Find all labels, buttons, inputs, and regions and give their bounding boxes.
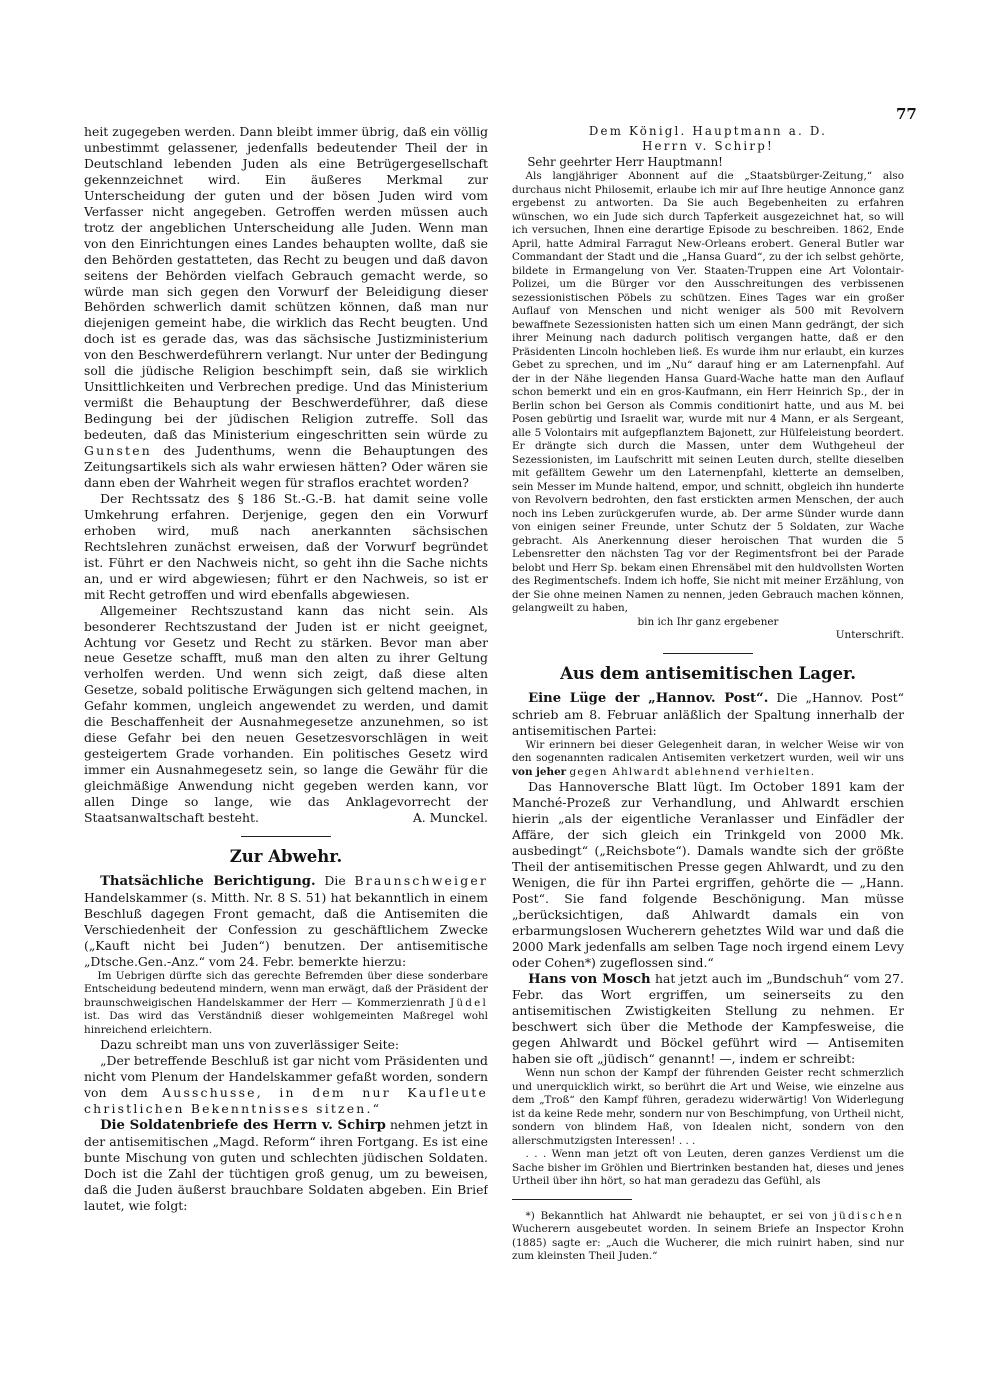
letter-closing: bin ich Ihr ganz ergebener: [637, 615, 779, 628]
paragraph: Die Soldatenbriefe des Herrn v. Schirp nehmen jetzt in der antisemitischen „Magd. Reform“ ihren Fortgang. Es ist eine bunte Mischung von guten und schlechten jüdischen Soldaten. Doch ist die Zahl der tüchtigen groß genug, um zu beweisen, daß die Juden äußerst brauchbare Soldaten abgeben. Ein Brief lautet, wie folgt:: [84, 1116, 488, 1213]
paragraph: Eine Lüge der „Hannov. Post“. Die „Hannov. Post“ schrieb am 8. Februar anläßlich der Spaltung innerhalb der antisemitischen Partei:: [512, 689, 904, 738]
quote: Wir erinnern bei dieser Gelegenheit daran, in welcher Weise wir von den sogenannten radicalen Antisemiten verketzert wurden, weil wir uns von jeher gegen Ahlwardt ablehnend verhielten.: [512, 738, 904, 778]
paragraph: Allgemeiner Rechtszustand kann das nicht sein. Als besonderer Rechtszustand der Juden ist er nicht geeignet, Achtung vor Gesetz und Recht zu stärken. Bevor man aber neue Gesetze schafft, muß man den alten zu ihrer Geltung verholfen werden. Und wenn sich zeigt, daß diese alten Gesetze, sobald politische Erwägungen sich geltend machen, in Gefahr kommen, ungleich angewendet zu werden, und damit die Beschaffenheit der Ausnahmegesetze anzunehmen, so ist diese Gefahr bei den neuen Gesetzesvorschlägen in weit gesteigertem Grade vorhanden. Ein politisches Gesetz wird immer ein Ausnahmegesetz sein, so lange die Gewähr für die gleichmäßige Anwendung nicht gegeben werden kann, vor allen Dinge so lange, wie das Anklagevorrecht der Staatsanwaltschaft besteht. A. Munckel.: [84, 602, 488, 825]
section-title: Aus dem antisemitischen Lager.: [560, 663, 856, 683]
author-signature: A. Munckel.: [412, 809, 488, 825]
paragraph: Thatsächliche Berichtigung. Die Braunschweiger Handelskammer (s. Mitth. Nr. 8 S. 51) hat bekanntlich in einem Beschluß dagegen Front gemacht, daß die Antisemiten die Verschiedenheit der Confession zu geschäftlichem Zwecke („Kauft nicht bei Juden“) benutzen. Der antisemitische „Dtsche.Gen.-Anz.“ vom 24. Febr. bemerkte hierzu:: [84, 872, 488, 969]
letter-body: Als langjähriger Abonnent auf die „Staatsbürger-Zeitung,“ also durchaus nicht Philosemit, erlaube ich mir auf Ihre heutige Annonce ganz ergebenst zu antworten. Da Sie auch Begebenheiten zu erfahren wünschen, wo ein Jude sich durch Tapferkeit ausgezeichnet hat, so will ich versuchen, Ihnen eine derartige Episode zu beschreiben. 1862, Ende April, hatte Admiral Farragut New-Orleans erobert. General Butler war Commandant der Stadt und die „Hansa Guard“, zu der ich selbst gehörte, bildete in Ermangelung von Ver. Staaten-Truppen eine Art Volontair-Polizei, um die Bürger vor den Ausschreitungen des verbissenen sezessionistischen Pöbels zu schützen. Eines Tages war ein großer Auflauf von Menschen und nicht weniger als 500 mit Revolvern bewaffnete Sezessionisten hatten sich um einen Mann gedrängt, der sich ihrer Meinung nach dadurch politisch vergangen hatte, daß er den Präsidenten Lincoln hochleben ließ. Es wurde ihm nur erlaubt, ein kurzes Gebet zu sprechen, und im „Nu“ darauf hing er am Laternenpfahl. Auf der in der Nähe liegenden Hansa Guard-Wache hatte man den Auflauf schon bemerkt und ein en gros-Kaufmann, ein Herr Heinrich Sp., der in Berlin schon bei Gerson als Commis conditionirt hatte, und aus M. bei Posen gebürtig und Israelit war, wurde mit nur 4 Mann, er als Sergeant, alle 5 Volontairs mit aufgepflanztem Bajonett, zur Hülfeleistung beordert. Er drängte sich durch die Massen, unter dem Wuthgeheul der Sezessionisten, im Laufschritt mit seinen Leuten durch, stellte dieselben mit gefälltem Gewehr um den Laternenpfahl, kletterte an demselben, sein Messer im Munde haltend, empor, und schnitt, obgleich ihn hunderte von Revolvern bedrohten, den fast erstickten armen Menschen, der auch noch ins Leben zurückgerufen wurde, ab. Der arme Sünder wurde dann von einigen seiner Freunde, unter Schutz der 5 Soldaten, zur Wache gebracht. Als Anerkennung dieser heroischen That wurden die 5 Lebensretter den nächsten Tag vor der Regimentsfront bei der Parade belobt und Herr Sp. bekam einen Ehrensäbel mit den huldvollsten Worten des Regimentschefs. Indem ich hoffe, Sie nicht mit meiner Erzählung, von der Sie ohne meinen Namen zu nennen, jeden Gebrauch machen können, gelangweilt zu haben,: [512, 170, 904, 615]
quote: Im Uebrigen dürfte sich das gerechte Befremden über diese sonderbare Entscheidung bedeutend mindern, wenn man erwägt, daß der Präsident der braunschweigischen Handelskammer der Herr — Kommerzienrath Jüdel ist. Das wird das Verständniß dieser wohlgemeinten Maßregel wohl hinreichend erleichtern.: [84, 969, 488, 1036]
paragraph: Der Rechtssatz des § 186 St.-G.-B. hat damit seine volle Umkehrung erfahren. Derjenige, gegen den ein Vorwurf erhoben wird, muß nach anerkannten sächsischen Rechtslehren zunächst erweisen, daß der Vorwurf begründet ist. Führt er den Nachweis nicht, so geht ihn die Sache nichts an, und er wird abgewiesen; führt er den Nachweis, so ist er mit Recht getroffen und wird ebenfalls abgewiesen.: [84, 490, 488, 602]
paragraph: Hans von Mosch hat jetzt auch im „Bundschuh“ vom 27. Febr. das Wort ergriffen, um seinerseits zu den antisemitischen Zwistigkeiten Stellung zu nehmen. Er beschwert sich über die Methode der Kampfesweise, die gegen Ahlwardt und Böckel geführt wird — Antisemiten haben sie oft „jüdisch“ genannt! —, indem er schreibt:: [512, 970, 904, 1067]
paragraph: heit zugegeben werden. Dann bleibt immer übrig, daß ein völlig unbestimmt gelassener, jedenfalls bedeutender Theil der in Deutschland lebenden Juden als eine Betrügergesellschaft gekennzeichnet wird. Ein äußeres Merkmal zur Unterscheidung der guten und der bösen Juden wird vom Verfasser nicht angegeben. Getroffen werden müssen auch trotz der angeblichen Unterscheidung alle Juden. Wenn man von den Einrichtungen eines Landes behaupten wollte, daß sie den Behörden gestatteten, das Recht zu beugen und daß davon seitens der Behörden vielfach Gebrauch gemacht werde, so würde man sich gegen den Vorwurf der Beleidigung dieser Behörden schwerlich damit schützen können, daß man nur diejenigen gemeint habe, die wirklich das Recht beugten. Und doch ist es gerade das, was das sächsische Justizministerium von den Beschwerdeführern verlangt. Nur unter der Bedingung soll die jüdische Religion beschimpft sein, daß sie wirklich Unsittlichkeiten und Verbrechen predige. Und das Ministerium vermißt die Behauptung der Beschwerdeführer, daß diese Bedingung bei der jüdischen Religion zutreffe. Soll das bedeuten, daß das Ministerium eingeschritten sein würde zu Gunsten des Judenthums, wenn die Behauptungen des Zeitungsartikels sich als wahr erwiesen hätten? Oder wären sie dann eben der Wahrheit wegen für straflos erachtet worden?: [84, 124, 488, 490]
page-number: 77: [896, 105, 917, 123]
section-divider: [241, 836, 331, 837]
letter-address: Herrn v. Schirp!: [642, 139, 774, 154]
footnote: *) Bekanntlich hat Ahlwardt nie behauptet, er sei von jüdischen Wucherern ausgebeutet worden. In seinem Briefe an Inspector Krohn (1885) sagte er: „Auch die Wucherer, die mich ruinirt haben, sind nur zum kleinsten Theil Juden.“: [512, 1209, 904, 1263]
paragraph: „Der betreffende Beschluß ist gar nicht vom Präsidenten und nicht vom Plenum der Handelskammer gefaßt worden, sondern von dem Ausschusse, in dem nur Kaufleute christlichen Bekenntnisses sitzen.“: [84, 1053, 488, 1116]
right-column: [512, 124, 904, 1304]
letter-salutation: Sehr geehrter Herr Hauptmann!: [527, 154, 723, 169]
paragraph: Das Hannoversche Blatt lügt. Im October 1891 kam der Manché-Prozeß zur Verhandlung, und Ahlwardt erschien hierin „als der eigentliche Veranlasser und Einfädler der Affäre, der sich gleich ein Trinkgeld von 2000 Mk. ausbedingt“ („Reichsbote“). Damals wandte sich der größte Theil der antisemitischen Presse gegen Ahlwardt, und zu den Wenigen, die für ihn Partei ergriffen, gehörte die — „Hann. Post“. Sie fand folgende Beschönigung. Man müsse „berücksichtigen, daß Ahlwardt damals ein von erbarmungslosen Wucherern gehetztes Wild war und daß die 2000 Mark jedenfalls am selben Tage noch irgend einem Levy oder Cohen*) zugeflossen sind.“: [512, 779, 904, 970]
section-title: Zur Abwehr.: [229, 846, 343, 866]
section-divider: [663, 653, 753, 654]
letter-address: Dem Königl. Hauptmann a. D.: [588, 124, 828, 138]
left-column: [84, 124, 488, 1304]
letter-signature: Unterschrift.: [835, 629, 904, 642]
paragraph: Dazu schreibt man uns von zuverlässiger Seite:: [100, 1037, 400, 1053]
quote: . . . Wenn man jetzt oft von Leuten, deren ganzes Verdienst um die Sache bisher im Gröhlen und Biertrinken bestanden hat, dieses und jenes Urtheil über ihn hört, so hat man geradezu das Gefühl, als: [512, 1148, 904, 1188]
footnote-divider: [512, 1199, 632, 1200]
quote: Wenn nun schon der Kampf der führenden Geister recht schmerzlich und unerquicklich wirkt, so berührt die Art und Weise, wie einzelne aus dem „Troß“ den Kampf führen, geradezu widerwärtig! Von Widerlegung ist da keine Rede mehr, sondern nur von Beschimpfung, von Urtheil nicht, sondern von blindem Haß, von Idealen nicht, sondern von den allerschmutzigsten Interessen! . . .: [512, 1067, 904, 1147]
